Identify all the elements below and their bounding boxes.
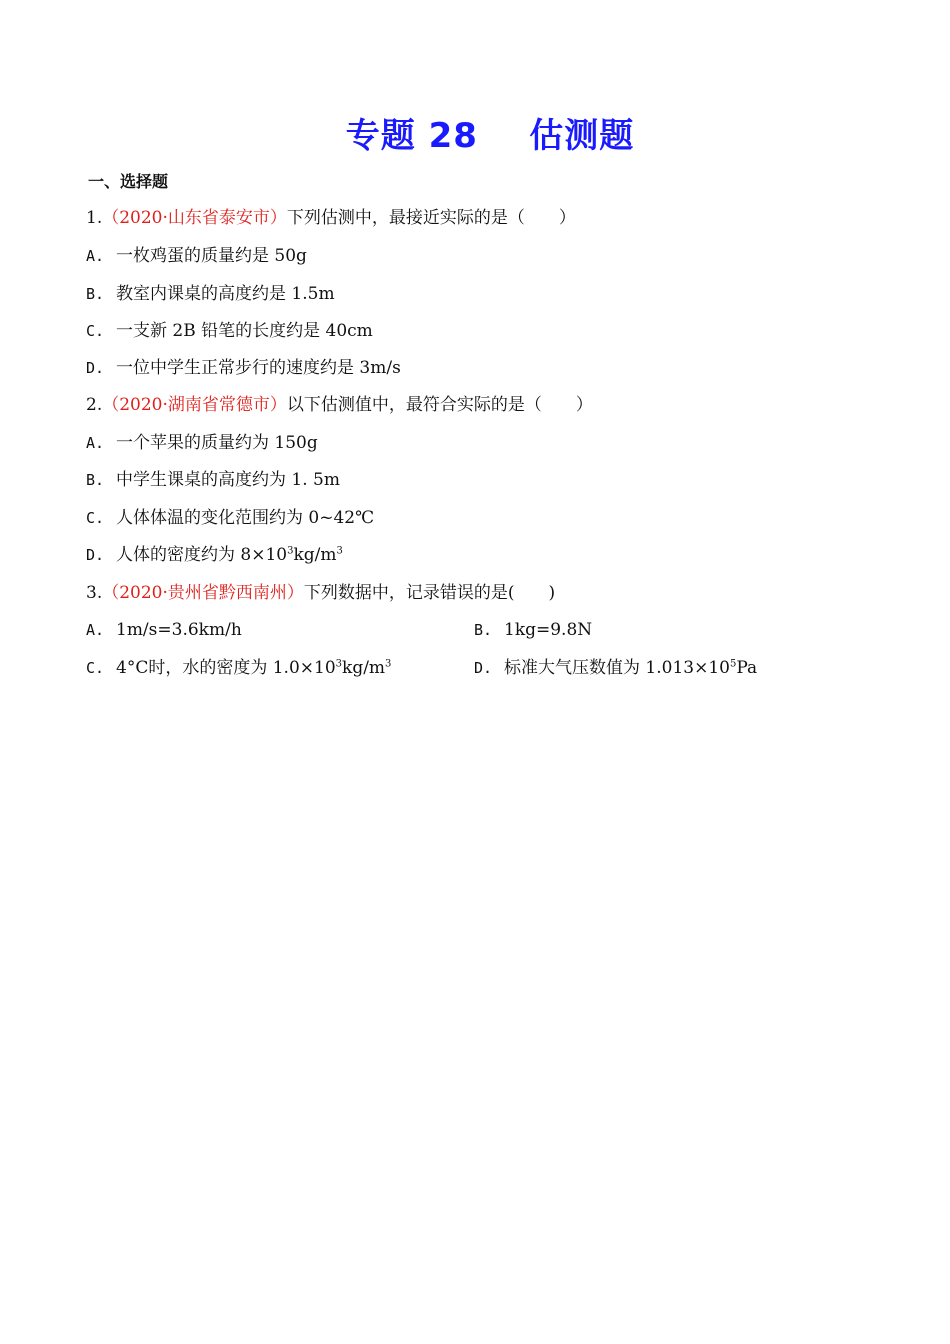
- question-1-stem-line: [86, 205, 576, 231]
- option-letter: D.: [86, 546, 105, 564]
- option-text-main: 人体的密度约为 8×10: [116, 545, 288, 565]
- superscript-exponent: 3: [335, 658, 343, 670]
- option-text: 教室内课桌的高度约是 1.5m: [116, 284, 335, 304]
- option-letter: A.: [86, 434, 105, 452]
- question-3-option-a: [86, 617, 242, 643]
- question-3-option-c: [86, 655, 391, 681]
- option-text: 一个苹果的质量约为 150g: [116, 433, 318, 453]
- option-text: 人体体温的变化范围约为 0~42℃: [116, 508, 375, 528]
- option-text-main: 4°C时，水的密度为 1.0×10: [116, 658, 336, 678]
- question-2-option-b: [86, 467, 340, 493]
- option-letter: A.: [86, 621, 105, 639]
- option-text-unit: kg/m: [342, 658, 386, 678]
- option-text-main: 标准大气压数值为 1.013×10: [504, 658, 730, 678]
- question-stem: 下列估测中，最接近实际的是（ ）: [286, 208, 576, 228]
- question-2-option-a: [86, 430, 318, 456]
- question-1-option-b: [86, 281, 335, 307]
- option-letter: B.: [86, 471, 105, 489]
- option-text: 1kg=9.8N: [504, 620, 593, 640]
- question-2-option-c: [86, 505, 374, 531]
- option-letter: C.: [86, 659, 105, 677]
- question-source: （2020·贵州省黔西南州）: [102, 583, 304, 603]
- superscript-exponent: 5: [729, 658, 737, 670]
- option-text-unit: Pa: [736, 658, 758, 678]
- question-stem: 以下估测值中，最符合实际的是（ ）: [286, 395, 593, 415]
- option-letter: B.: [474, 621, 493, 639]
- option-letter: B.: [86, 285, 105, 303]
- option-text: 一位中学生正常步行的速度约是 3m/s: [116, 358, 401, 378]
- question-1-option-c: [86, 318, 373, 344]
- option-text: 中学生课桌的高度约为 1. 5m: [116, 470, 340, 490]
- question-stem: 下列数据中，记录错误的是( ): [303, 583, 556, 603]
- question-3-stem-line: [86, 580, 555, 606]
- page-title: 专题 28 估测题: [345, 116, 635, 156]
- option-text: 一支新 2B 铅笔的长度约是 40cm: [116, 321, 373, 341]
- question-3-option-d: [474, 655, 757, 681]
- question-source: （2020·山东省泰安市）: [102, 208, 287, 228]
- question-2-stem-line: [86, 392, 593, 418]
- question-source: （2020·湖南省常德市）: [102, 395, 287, 415]
- option-text-unit: kg/m: [293, 545, 337, 565]
- section-heading: 一、选择题: [88, 172, 169, 191]
- question-number: 1.: [86, 208, 103, 228]
- option-letter: A.: [86, 247, 105, 265]
- question-1-option-a: [86, 243, 307, 269]
- question-1-option-d: [86, 355, 401, 381]
- option-letter: D.: [474, 659, 493, 677]
- option-letter: D.: [86, 359, 105, 377]
- superscript-exponent: 3: [385, 658, 392, 670]
- question-2-option-d: [86, 542, 343, 568]
- superscript-exponent: 3: [336, 545, 343, 557]
- question-3-option-b: [474, 617, 592, 643]
- question-number: 3.: [86, 583, 103, 603]
- superscript-exponent: 3: [287, 545, 294, 557]
- option-letter: C.: [86, 322, 105, 340]
- option-text: 一枚鸡蛋的质量约是 50g: [116, 246, 307, 266]
- option-letter: C.: [86, 509, 105, 527]
- option-text: 1m/s=3.6km/h: [116, 620, 242, 640]
- question-number: 2.: [86, 395, 103, 415]
